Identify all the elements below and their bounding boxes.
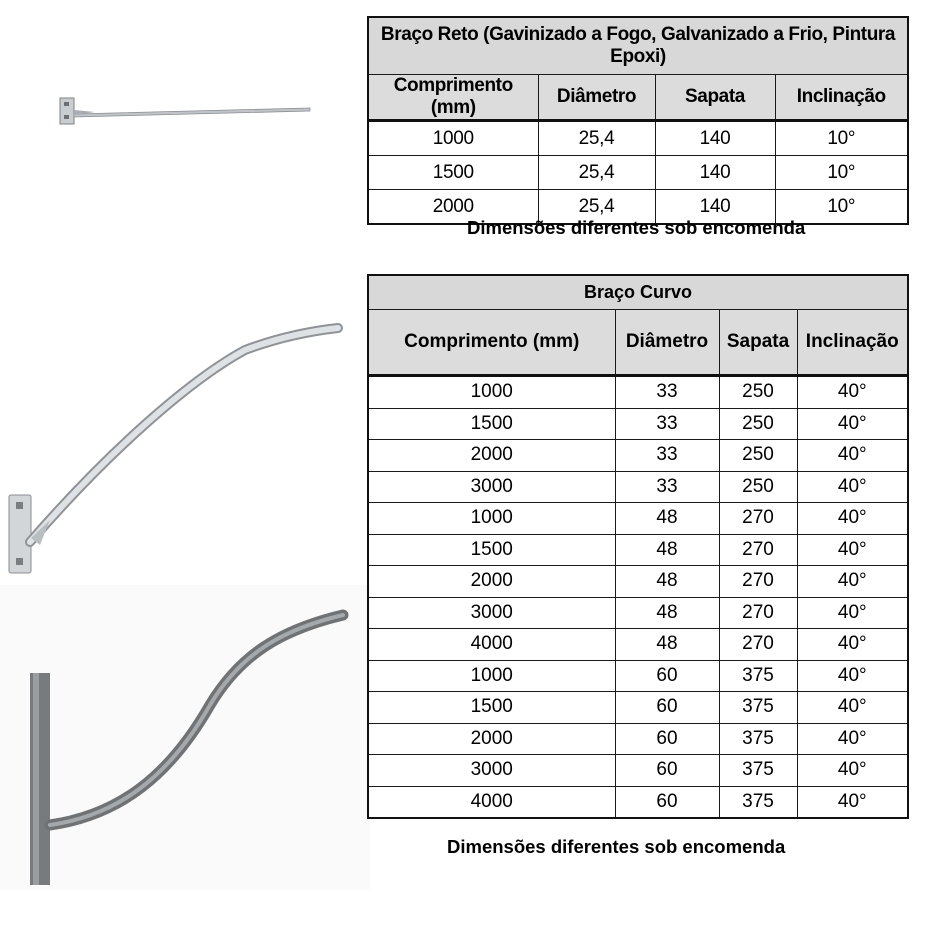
column-header-diameter: Diâmetro — [615, 310, 719, 376]
table-cell: 2000 — [368, 566, 615, 598]
table-cell: 40° — [797, 440, 908, 472]
table-cell: 40° — [797, 723, 908, 755]
table-cell: 60 — [615, 755, 719, 787]
column-header-length: Comprimento (mm) — [368, 75, 538, 121]
table-cell: 1500 — [368, 156, 538, 190]
table-cell: 10° — [775, 156, 908, 190]
straight-arm-image — [55, 90, 315, 130]
straight-arm-table-title: Braço Reto (Gavinizado a Fogo, Galvanizado a Frio, Pintura Epoxi) — [368, 17, 908, 75]
straight-arm-table — [367, 16, 909, 225]
table-cell: 40° — [797, 629, 908, 661]
table-row — [368, 156, 908, 190]
table-cell: 3000 — [368, 471, 615, 503]
table-cell: 25,4 — [538, 156, 655, 190]
table-cell: 375 — [719, 692, 797, 724]
table-cell: 270 — [719, 629, 797, 661]
table-cell: 1000 — [368, 376, 615, 409]
table-cell: 270 — [719, 534, 797, 566]
table-cell: 250 — [719, 376, 797, 409]
table-cell: 2000 — [368, 440, 615, 472]
column-header-inclination: Inclinação — [797, 310, 908, 376]
table-cell: 40° — [797, 755, 908, 787]
table-cell: 40° — [797, 597, 908, 629]
table-row — [368, 660, 908, 692]
table-cell: 1000 — [368, 660, 615, 692]
table-cell: 25,4 — [538, 121, 655, 156]
table-row — [368, 121, 908, 156]
curved-arm-table — [367, 274, 909, 819]
table-cell: 33 — [615, 408, 719, 440]
table-cell: 140 — [655, 121, 775, 156]
table-cell: 33 — [615, 376, 719, 409]
table-cell: 40° — [797, 692, 908, 724]
table-row — [368, 440, 908, 472]
table-cell: 48 — [615, 629, 719, 661]
table-cell: 48 — [615, 597, 719, 629]
table-row — [368, 534, 908, 566]
table-cell: 1500 — [368, 408, 615, 440]
table-cell: 3000 — [368, 597, 615, 629]
column-header-base: Sapata — [655, 75, 775, 121]
curved-arm-note: Dimensões diferentes sob encomenda — [447, 836, 786, 857]
straight-arm-note: Dimensões diferentes sob encomenda — [467, 217, 806, 238]
table-cell: 60 — [615, 723, 719, 755]
table-row — [368, 723, 908, 755]
table-cell: 375 — [719, 723, 797, 755]
table-row — [368, 408, 908, 440]
table-row — [368, 786, 908, 818]
table-cell: 1000 — [368, 121, 538, 156]
table-cell: 1500 — [368, 692, 615, 724]
column-header-inclination: Inclinação — [775, 75, 908, 121]
table-row — [368, 755, 908, 787]
table-cell: 1000 — [368, 503, 615, 535]
table-cell: 60 — [615, 660, 719, 692]
table-cell: 40° — [797, 471, 908, 503]
table-row — [368, 629, 908, 661]
table-cell: 270 — [719, 503, 797, 535]
table-cell: 3000 — [368, 755, 615, 787]
table-cell: 375 — [719, 755, 797, 787]
column-header-diameter: Diâmetro — [538, 75, 655, 121]
column-header-length: Comprimento (mm) — [368, 310, 615, 376]
table-cell: 25,4 — [538, 190, 655, 225]
table-cell: 48 — [615, 503, 719, 535]
table-cell: 140 — [655, 156, 775, 190]
table-row — [368, 692, 908, 724]
table-cell: 48 — [615, 534, 719, 566]
table-row — [368, 471, 908, 503]
table-cell: 40° — [797, 786, 908, 818]
table-cell: 2000 — [368, 723, 615, 755]
table-cell: 40° — [797, 660, 908, 692]
table-cell: 375 — [719, 660, 797, 692]
table-cell: 40° — [797, 534, 908, 566]
table-cell: 40° — [797, 376, 908, 409]
table-cell: 375 — [719, 786, 797, 818]
column-header-base: Sapata — [719, 310, 797, 376]
table-row — [368, 566, 908, 598]
table-cell: 270 — [719, 597, 797, 629]
table-cell: 33 — [615, 440, 719, 472]
table-cell: 33 — [615, 471, 719, 503]
table-cell: 48 — [615, 566, 719, 598]
table-cell: 10° — [775, 121, 908, 156]
table-row — [368, 503, 908, 535]
curved-arm-table-title: Braço Curvo — [368, 275, 908, 310]
table-cell: 40° — [797, 566, 908, 598]
table-cell: 40° — [797, 503, 908, 535]
table-cell: 60 — [615, 692, 719, 724]
table-cell: 140 — [655, 190, 775, 225]
table-cell: 250 — [719, 440, 797, 472]
curved-arm-image — [0, 320, 345, 580]
table-cell: 10° — [775, 190, 908, 225]
table-row — [368, 376, 908, 409]
table-cell: 270 — [719, 566, 797, 598]
table-cell: 60 — [615, 786, 719, 818]
table-cell: 40° — [797, 408, 908, 440]
table-cell: 250 — [719, 408, 797, 440]
table-row — [368, 597, 908, 629]
table-cell: 4000 — [368, 786, 615, 818]
curved-arm-photo — [0, 585, 370, 890]
table-cell: 4000 — [368, 629, 615, 661]
table-cell: 1500 — [368, 534, 615, 566]
table-cell: 2000 — [368, 190, 538, 225]
table-cell: 250 — [719, 471, 797, 503]
